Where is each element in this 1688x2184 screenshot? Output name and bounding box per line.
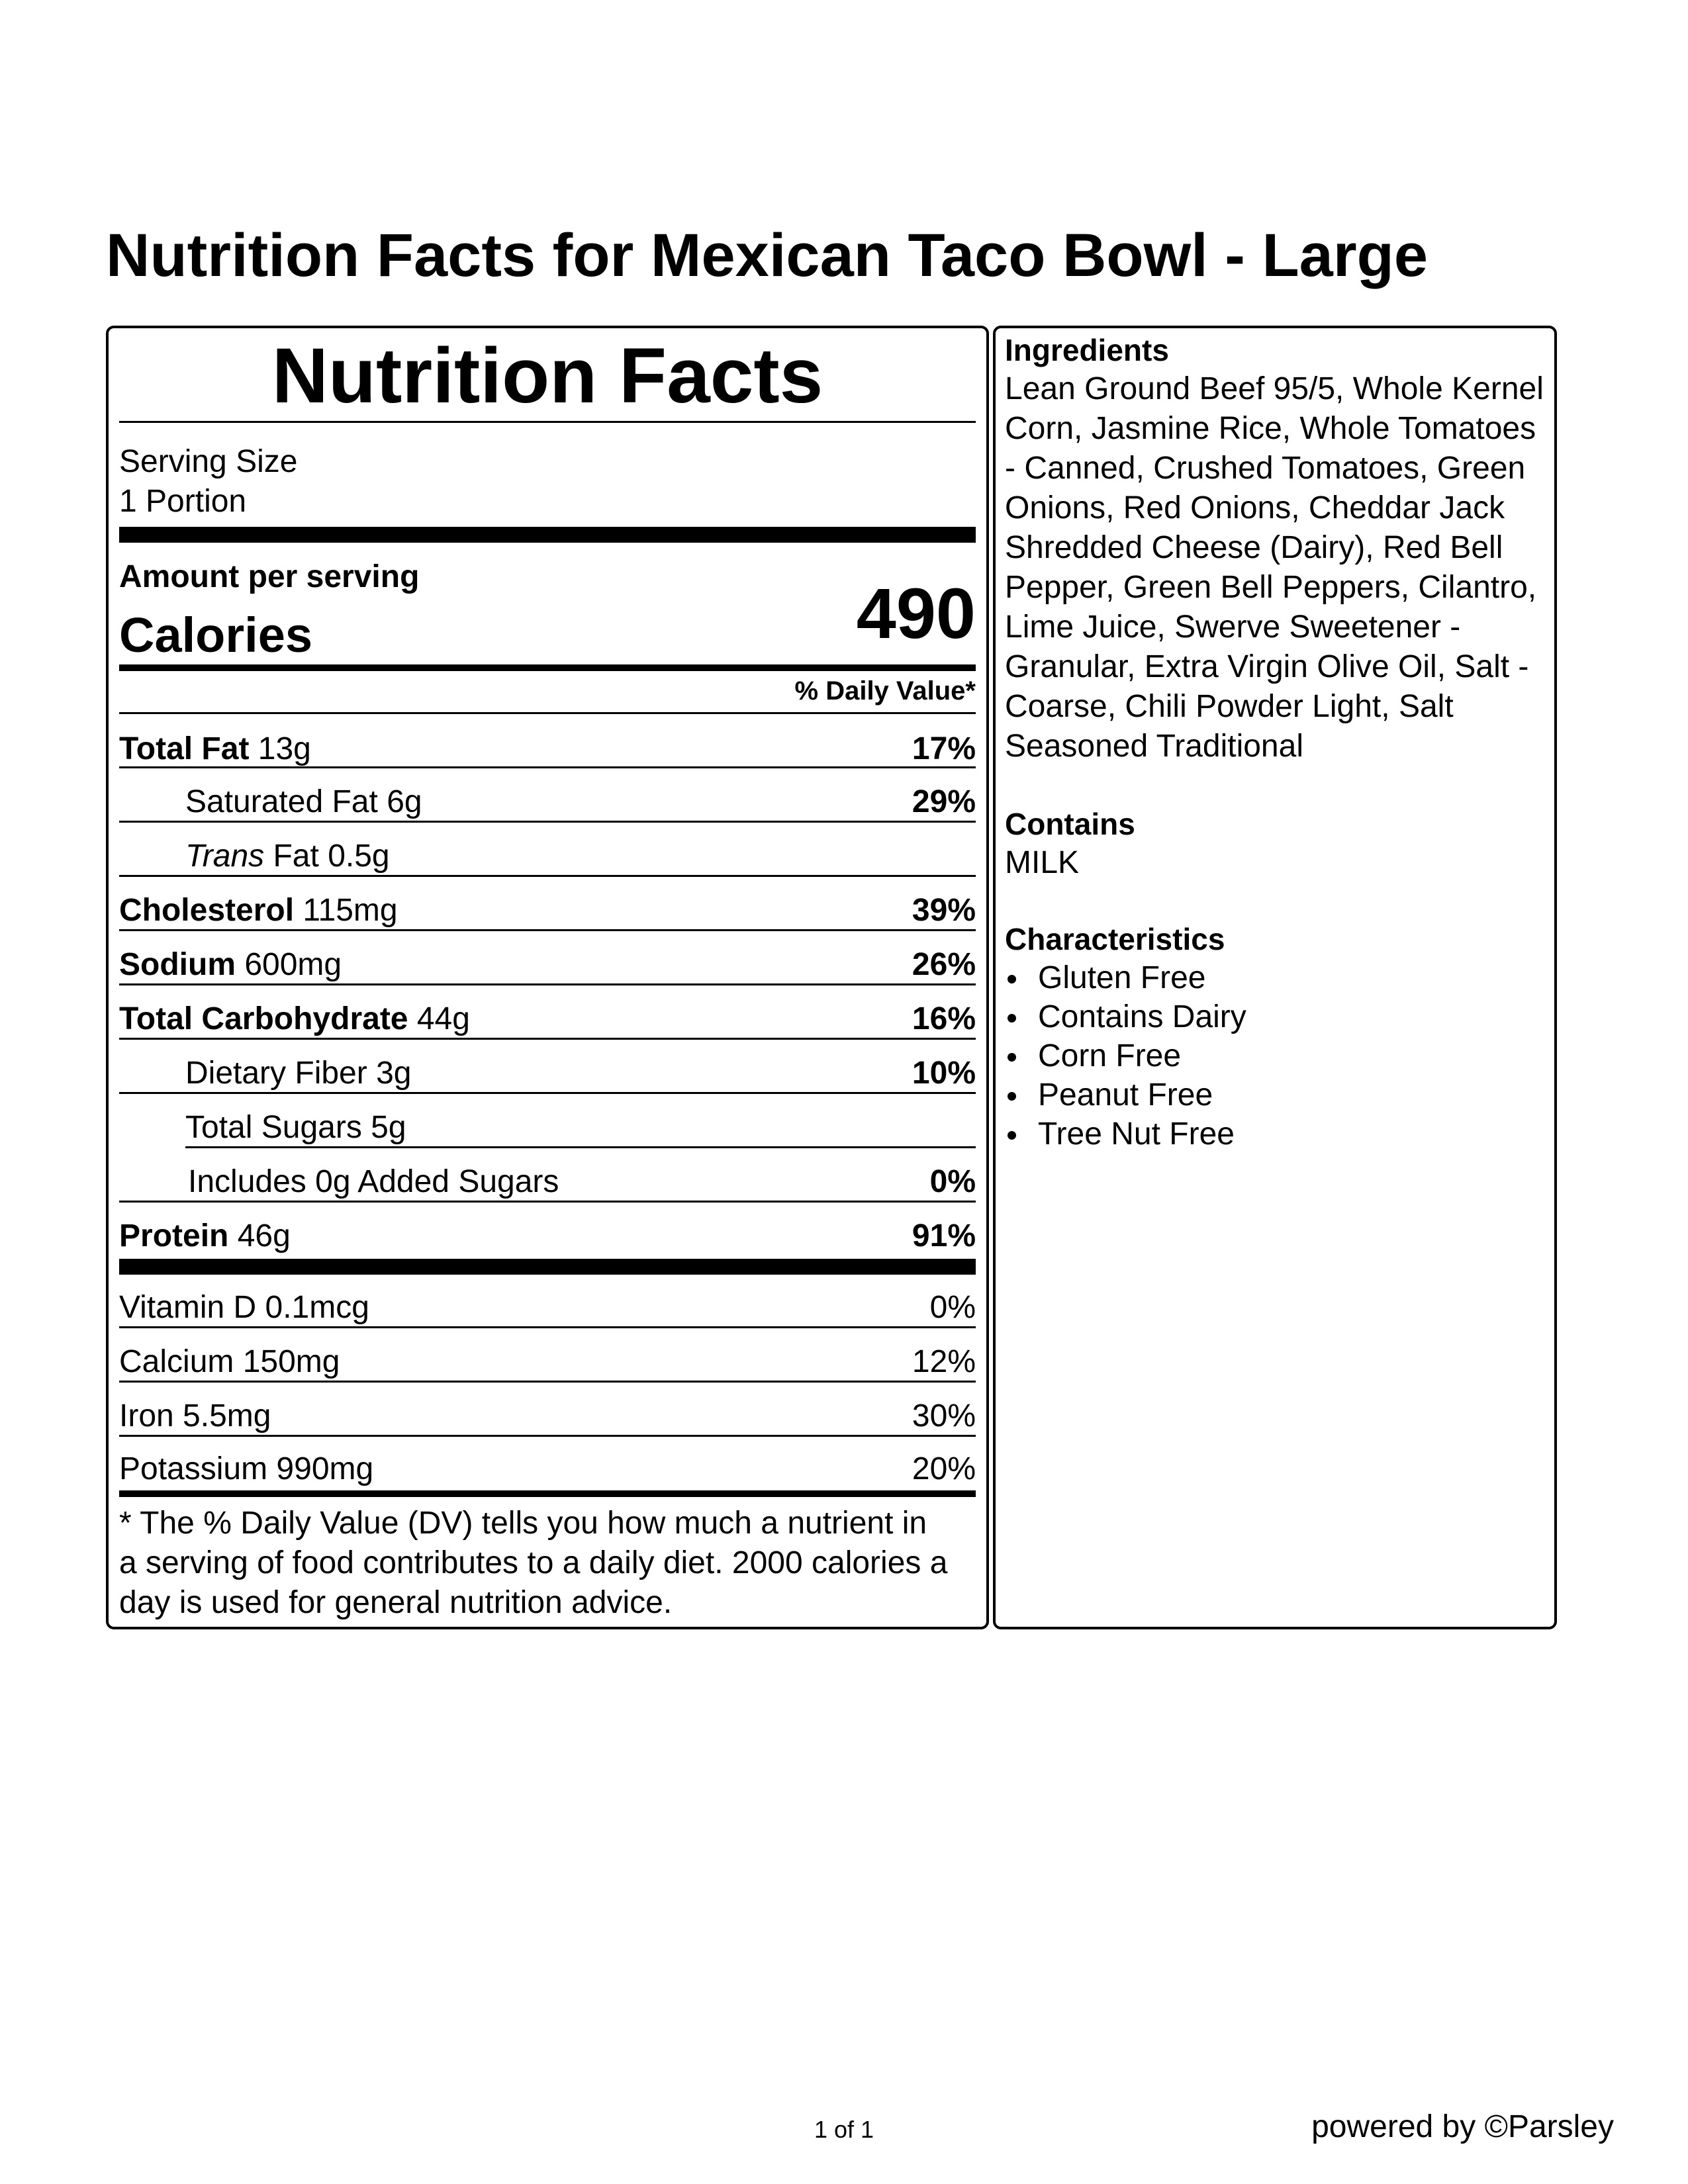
nutrient-sodium: Sodium 600mg [119, 947, 342, 982]
divider [119, 1201, 976, 1203]
nutrient-saturated-fat: Saturated Fat 6g [185, 784, 422, 819]
daily-value-header: % Daily Value* [794, 676, 976, 705]
divider [119, 875, 976, 877]
nutrient-trans-fat: Trans Fat 0.5g [185, 839, 390, 874]
list-item: Gluten Free [1005, 958, 1545, 997]
serving-size-value: 1 Portion [119, 484, 247, 519]
calories-label: Calories [119, 608, 313, 662]
nutrient-total-carbohydrate: Total Carbohydrate 44g [119, 1001, 470, 1036]
thick-divider [119, 1259, 976, 1275]
nutrition-facts-label [106, 326, 989, 1629]
thick-divider [119, 527, 976, 543]
nutrient-cholesterol-dv: 39% [912, 893, 976, 928]
list-item: Contains Dairy [1005, 997, 1545, 1036]
list-item: Corn Free [1005, 1036, 1545, 1075]
divider [119, 821, 976, 823]
calories-value: 490 [856, 573, 976, 653]
calcium: Calcium 150mg [119, 1344, 340, 1379]
contains-text: MILK [1005, 845, 1080, 880]
vitamin-d: Vitamin D 0.1mcg [119, 1290, 369, 1325]
nutrient-total-fat-dv: 17% [912, 731, 976, 766]
divider [119, 1038, 976, 1040]
ingredients-heading: Ingredients [1005, 333, 1169, 367]
characteristics-list [1005, 958, 1545, 1154]
divider [119, 766, 976, 768]
calcium-dv: 12% [912, 1344, 976, 1379]
nutrient-total-sugars: Total Sugars 5g [185, 1110, 406, 1145]
divider [119, 1092, 976, 1094]
list-item: Peanut Free [1005, 1075, 1545, 1115]
nutrient-protein: Protein 46g [119, 1218, 291, 1253]
divider [119, 421, 976, 423]
iron: Iron 5.5mg [119, 1398, 271, 1433]
vitamin-d-dv: 0% [929, 1290, 976, 1325]
divider [119, 1326, 976, 1328]
ingredients-panel [993, 326, 1557, 1629]
divider [119, 712, 976, 714]
divider [119, 983, 976, 985]
powered-by: powered by ©Parsley [1311, 2109, 1614, 2144]
nutrient-dietary-fiber: Dietary Fiber 3g [185, 1056, 412, 1091]
nutrient-added-sugars-dv: 0% [929, 1164, 976, 1199]
nutrient-sodium-dv: 26% [912, 947, 976, 982]
page-title: Nutrition Facts for Mexican Taco Bowl - Large [106, 222, 1429, 289]
serving-size-label: Serving Size [119, 444, 298, 479]
characteristics-heading: Characteristics [1005, 922, 1225, 956]
amount-per-serving: Amount per serving [119, 559, 420, 594]
medium-divider [119, 664, 976, 671]
divider [119, 929, 976, 931]
divider [119, 1435, 976, 1437]
nutrient-saturated-fat-dv: 29% [912, 784, 976, 819]
divider [119, 1381, 976, 1383]
ingredients-text: Lean Ground Beef 95/5, Whole Kernel Corn, Jasmine Rice, Whole Tomatoes - Canned, Crushed Tomatoes, Green Onions, Red Onions, Cheddar Jack Shredded Cheese (Dairy), Red Bell Pepper, Green Bell Peppers, Cilantro, Lime Juice, Swerve Sweetener - Granular, Extra Virgin Olive Oil, Salt - Coarse, Chili Powder Light, Salt Seasoned Traditional [1005, 371, 1544, 764]
medium-divider [119, 1490, 976, 1497]
list-item: Tree Nut Free [1005, 1115, 1545, 1154]
nutrient-total-carbohydrate-dv: 16% [912, 1001, 976, 1036]
potassium: Potassium 990mg [119, 1451, 374, 1486]
nutrient-added-sugars: Includes 0g Added Sugars [188, 1164, 559, 1199]
nutrient-cholesterol: Cholesterol 115mg [119, 893, 398, 928]
contains-heading: Contains [1005, 807, 1135, 841]
daily-value-footnote: * The % Daily Value (DV) tells you how much a nutrient in a serving of food contributes to a daily diet. 2000 calories a day is used for general nutrition advice. [119, 1506, 948, 1620]
page-number: 1 of 1 [814, 2116, 874, 2143]
label-heading: Nutrition Facts [271, 332, 823, 420]
nutrient-total-fat: Total Fat 13g [119, 731, 311, 766]
indented-divider [185, 1146, 976, 1148]
potassium-dv: 20% [912, 1451, 976, 1486]
iron-dv: 30% [912, 1398, 976, 1433]
nutrient-protein-dv: 91% [912, 1218, 976, 1253]
nutrient-dietary-fiber-dv: 10% [912, 1056, 976, 1091]
